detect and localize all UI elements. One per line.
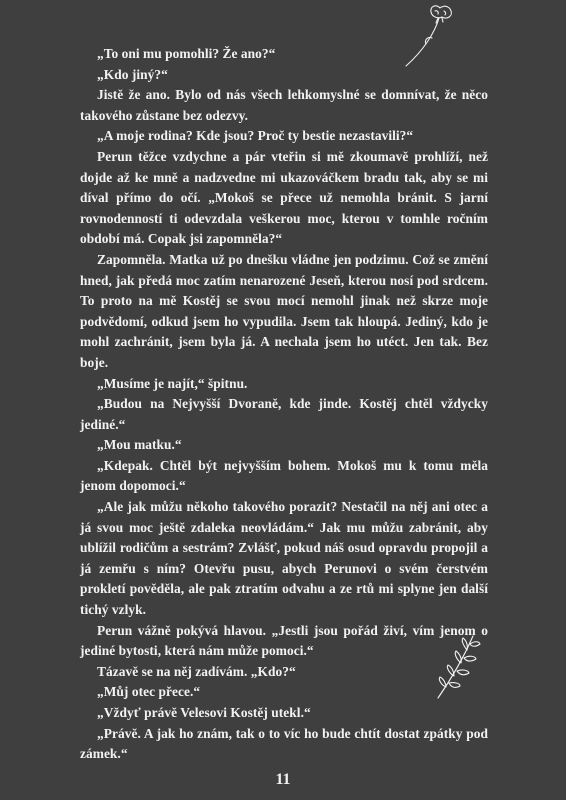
paragraph: „Mou matku.“	[97, 437, 182, 453]
paragraph: Perun těžce vzdychne a pár vteřin si mě zkoumavě prohlíží, než dojde až ke mně a nadzvedne mi ukazováčkem bradu tak, aby se mi díval přímo do očí. „Mokoš se přece už nemohla bránit. S jarní rovnodenností ti odevzdala veškerou moc, kterou v tomhle ročním období má. Copak jsi zapomněla?“	[80, 148, 488, 247]
paragraph: „Musíme je najít,“ špitnu.	[97, 375, 248, 391]
paragraph: Zapomněla. Matka už po dnešku vládne jen podzimu. Což se změní hned, jak předá moc zatím nenarozené Jeseň, kterou nosí pod srdcem. To proto na mě Kostěj se svou mocí nemohl jinak než skrze moje podvědomí, odkud jsem ho vypudila. Jsem tak hloupá. Jediný, kdo je mohl zachránit, jsem byla já. A nechala jsem ho utéct. Jen tak. Bez boje.	[80, 251, 488, 370]
paragraph: Tázavě se na něj zadívám. „Kdo?“	[97, 663, 296, 679]
paragraph: „To oni mu pomohli? Že ano?“	[97, 46, 276, 61]
body-text	[80, 44, 488, 765]
paragraph: „Kdepak. Chtěl být nejvyšším bohem. Mokoš mu k tomu měla jenom dopomoci.“	[80, 457, 488, 494]
paragraph: „A moje rodina? Kde jsou? Proč ty bestie nezastavili?“	[97, 128, 414, 144]
paragraph: „Budou na Nejvyšší Dvoraně, kde jinde. Kostěj chtěl vždycky jediné.“	[80, 396, 488, 432]
paragraph: „Vždyť právě Velesovi Kostěj utekl.“	[97, 705, 311, 720]
paragraph: „Právě. A jak ho znám, tak o to víc ho bude chtít dostat zpátky pod zámek.“	[80, 725, 488, 762]
paragraph: Jistě že ano. Bylo od nás všech lehkomyslné se domnívat, že něco takového zůstane bez odezvy.	[80, 87, 488, 123]
paragraph: Perun vážně pokývá hlavou. „Jestli jsou pořád živí, vím jenom o jediné bytosti, která nám může pomoci.“	[80, 622, 488, 659]
paragraph: „Ale jak můžu někoho takového porazit? Nestačil na něj ani otec a já svou moc ještě zdaleka neovládám.“ Jak mu můžu zabránit, aby ublížil rodičům a sestrám? Zvlášť, pokud náš osud opravdu propojil a já zemřu s ním? Otevřu pusu, abych Perunovi o svém čerstvém prokletí pověděla, ale pak ztratím odvahu a ze rtů mi splyne jen další tichý vzlyk.	[80, 499, 488, 618]
paragraph: „Kdo jiný?“	[97, 66, 168, 82]
paragraph: „Můj otec přece.“	[97, 684, 201, 700]
page-number: 11	[275, 771, 291, 788]
